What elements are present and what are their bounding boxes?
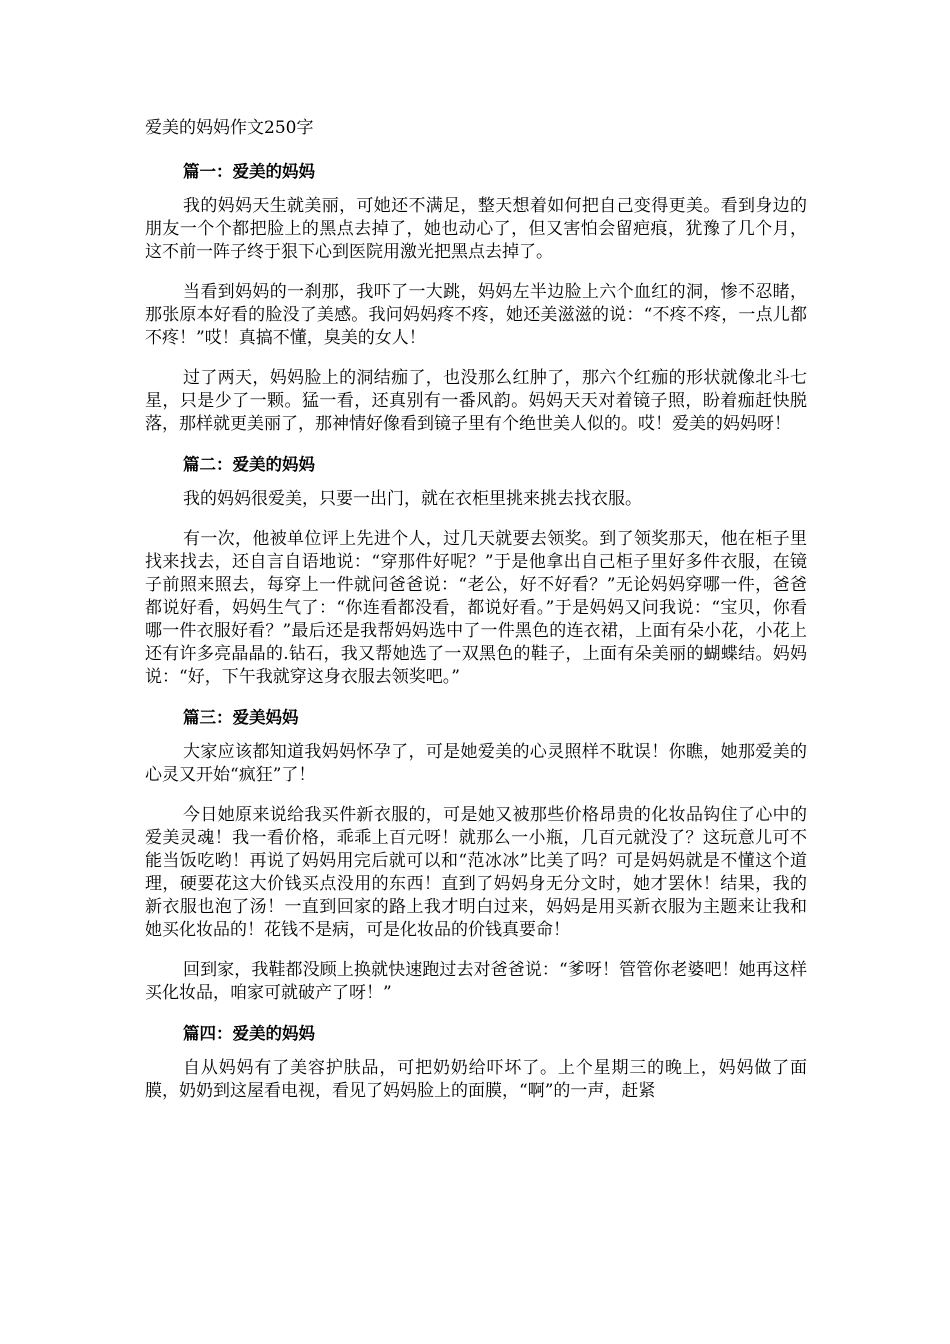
paragraph: 我的妈妈很爱美，只要一出门，就在衣柜里挑来挑去找衣服。: [183, 489, 642, 509]
paragraph: 今日她原来说给我买件新衣服的，可是她又被那些价格昂贵的化妆品钩住了心中的爱美灵魂！我一看价格，乖乖上百元呀！就那么一小瓶，几百元就没了？这玩意儿可不能当饭吃哟！再说了妈妈用完后就可以和“范冰冰”比美了吗？可是妈妈就是不懂这个道理，硬要花这大价钱买点没用的东西！直到了妈妈身无分文时，她才罢休！结果，我的新衣服也泡了汤！一直到回家的路上我才明白过来，妈妈是用买新衣服为主题来让我和她买化妆品的！花钱不是病，可是化妆品的价钱真要命！: [145, 805, 807, 940]
section-4: [145, 1022, 807, 1103]
paragraph: 我的妈妈天生就美丽，可她还不满足，整天想着如何把自己变得更美。看到身边的朋友一个个都把脸上的黑点去掉了，她也动心了，但又害怕会留疤痕，犹豫了几个月，这不前一阵子终于狠下心到医院用激光把黑点去掉了。: [145, 196, 807, 262]
paragraph: 自从妈妈有了美容护肤品，可把奶奶给吓坏了。上个星期三的晚上，妈妈做了面膜，奶奶到这屋看电视，看见了妈妈脸上的面膜，“啊”的一声，赶紧: [145, 1058, 807, 1101]
document-title: 爱美的妈妈作文250字: [145, 118, 314, 138]
paragraph: 有一次，他被单位评上先进个人，过几天就要去领奖。到了领奖那天，他在柜子里找来找去，还自言自语地说：“穿那件好呢？”于是他拿出自己柜子里好多件衣服，在镜子前照来照去，每穿上一件就问爸爸说：“老公，好不好看？”无论妈妈穿哪一件，爸爸都说好看，妈妈生气了：“你连看都没看，都说好看。”于是妈妈又问我说：“宝贝，你看哪一件衣服好看？”最后还是我帮妈妈选中了一件黑色的连衣裙，上面有朵小花，小花上还有许多亮晶晶的.钻石，我又帮她选了一双黑色的鞋子，上面有朵美丽的蝴蝶结。妈妈说：“好，下午我就穿这身衣服去领奖吧。”: [145, 529, 807, 687]
section-heading: 篇一：爱美的妈妈: [183, 162, 315, 181]
paragraph: 大家应该都知道我妈妈怀孕了，可是她爱美的心灵照样不耽误！你瞧，她那爱美的心灵又开始“疯狂”了！: [145, 742, 807, 785]
paragraph: 回到家，我鞋都没顾上换就快速跑过去对爸爸说：“爹呀！管管你老婆吧！她再这样买化妆品，咱家可就破产了呀！”: [145, 960, 807, 1003]
section-heading: 篇三：爱美妈妈: [183, 708, 299, 727]
paragraph: 当看到妈妈的一刹那，我吓了一大跳，妈妈左半边脸上六个血红的洞，惨不忍睹，那张原本好看的脸没了美感。我问妈妈疼不疼，她还美滋滋的说：“不疼不疼，一点儿都不疼！”哎！真搞不懂，臭美的女人！: [145, 282, 807, 348]
section-2: [145, 453, 807, 689]
paragraph: 过了两天，妈妈脸上的洞结痂了，也没那么红肿了，那六个红痂的形状就像北斗七星，只是少了一颗。猛一看，还真别有一番风韵。妈妈天天对着镜子照，盼着痂赶快脱落，那样就更美丽了，那神情好像看到镜子里有个绝世美人似的。哎！爱美的妈妈呀！: [145, 368, 807, 434]
section-1: [145, 160, 807, 436]
document-body: [145, 160, 807, 1103]
section-heading: 篇二：爱美的妈妈: [183, 455, 315, 474]
section-heading: 篇四：爱美的妈妈: [183, 1024, 315, 1043]
section-3: [145, 706, 807, 1005]
